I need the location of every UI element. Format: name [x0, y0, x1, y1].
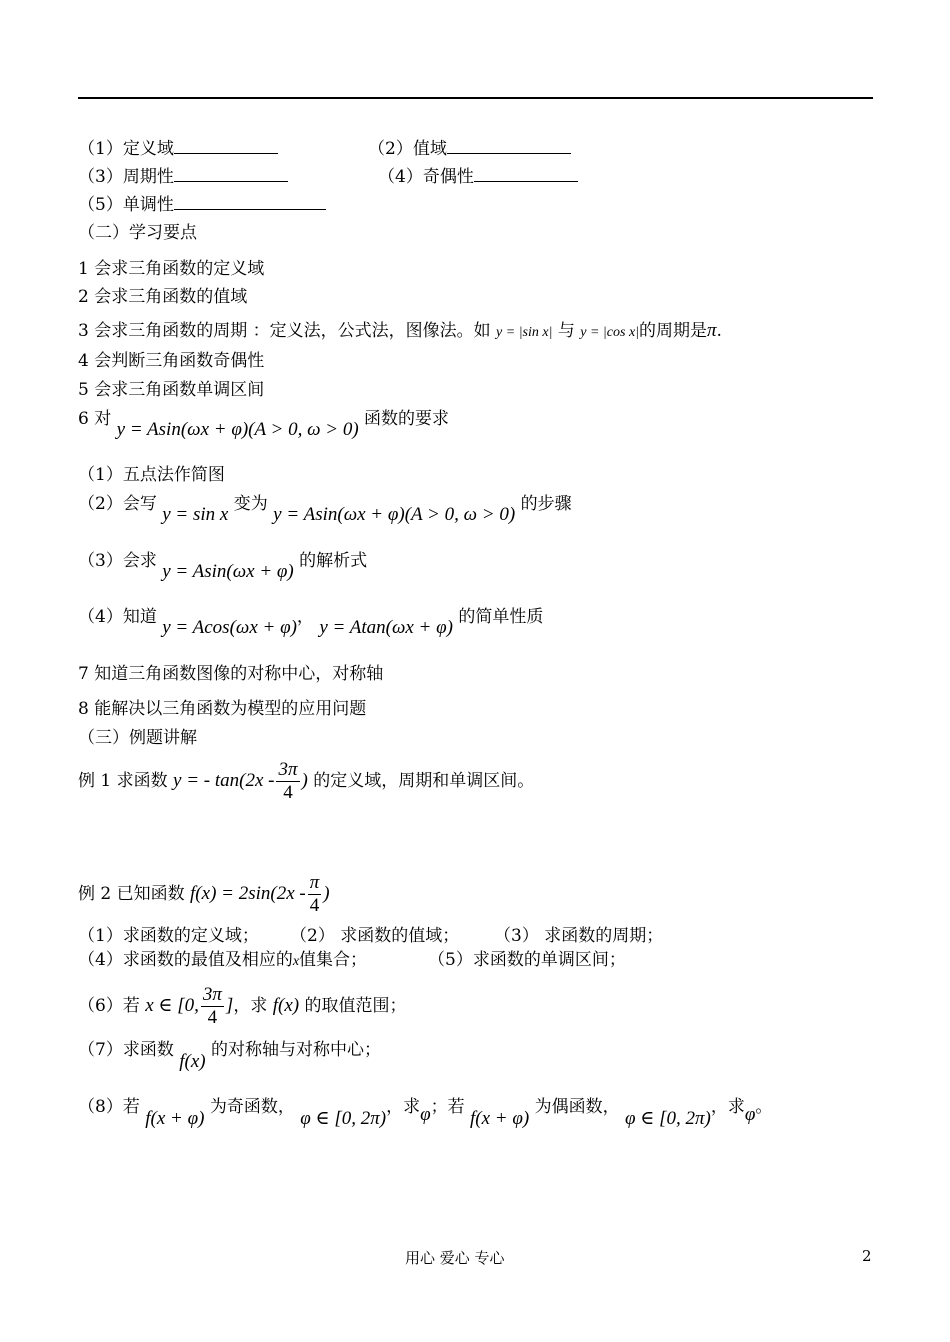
fraction-pi-over-4: $\frac{\pi}{4}$ — [309, 872, 320, 917]
point-8: 8 能解决以三角函数为模型的应用问题 — [78, 699, 367, 719]
header-rule — [78, 97, 873, 99]
item-parity-label: （4）奇偶性 — [378, 167, 474, 187]
formula-asin-target: y = Asin(ωx + φ)(A > 0, ω > 0) — [273, 504, 516, 525]
formula-asin: y = Asin(ωx + φ) — [162, 561, 294, 582]
item-monotonic-label: （5）单调性 — [78, 195, 174, 215]
point-7: 7 知道三角函数图像的对称中心，对称轴 — [78, 664, 384, 684]
point-4: 4 会判断三角函数奇偶性 — [78, 351, 265, 371]
item-period-label: （3）周期性 — [78, 167, 174, 187]
point-3: 3 会求三角函数的周期 ：定义法，公式法，图像法。如 y = |sin x| 与 y = |cos x|的周期是π. — [78, 320, 722, 341]
formula-ex2: f(x) = 2sin(2x - $\frac{\pi}{4}$ ) — [190, 872, 330, 917]
point-1: 1 会求三角函数的定义域 — [78, 259, 265, 279]
page-number: 2 — [862, 1247, 872, 1265]
section-title-key-points: （二）学习要点 — [78, 223, 197, 243]
fraction-q6: $\frac{3\pi}{4}$ — [202, 984, 222, 1029]
subpoint-2: （2）会写 y = sin x 变为 y = Asin(ωx + φ)(A > 0, ω > 0) 的步骤 — [78, 494, 572, 525]
example-1: 例 1 求函数 y = - tan(2x - $\frac{3\pi}{4}$ ) 的定义域，周期和单调区间。 — [78, 759, 535, 804]
question-8: （8）若 f(x + φ) 为奇函数， φ ∈ [0, 2π)，求φ；若 f(x + φ) 为偶函数， φ ∈ [0, 2π)，求φ。 — [78, 1097, 773, 1129]
subpoint-3: （3）会求 y = Asin(ωx + φ) 的解析式 — [78, 551, 368, 582]
question-5: （5）求函数的单调区间； — [428, 950, 626, 970]
item-range-label: （2）值域 — [368, 139, 447, 159]
item-period — [78, 167, 288, 187]
item-range — [368, 139, 571, 159]
blank-range — [447, 139, 571, 154]
example-2: 例 2 已知函数 f(x) = 2sin(2x - $\frac{\pi}{4}$ ) — [78, 872, 330, 917]
formula-atan: y = Atan(ωx + φ) — [319, 617, 453, 638]
formula-q6: x ∈ [0, $\frac{3\pi}{4}$ ] — [145, 984, 234, 1029]
point-6: 6 对 y = Asin(ωx + φ)(A > 0, ω > 0) 函数的要求 — [78, 409, 450, 440]
formula-sinx: y = sin x — [162, 504, 229, 525]
formula-abs-cos: y = |cos x| — [580, 325, 639, 340]
point-2: 2 会求三角函数的值域 — [78, 287, 248, 307]
question-2: （2） 求函数的值域； — [290, 926, 460, 946]
point-5: 5 会求三角函数单调区间 — [78, 380, 265, 400]
item-parity — [378, 167, 578, 187]
formula-abs-sin: y = |sin x| — [496, 325, 553, 340]
fraction-3pi-over-4: $\frac{3\pi}{4}$ — [278, 759, 298, 804]
question-4: （4）求函数的最值及相应的x值集合； — [78, 950, 368, 970]
footer-motto: 用心 爱心 专心 — [405, 1249, 505, 1267]
question-6: （6）若 x ∈ [0, $\frac{3\pi}{4}$ ]，求 f(x) 的取值范围； — [78, 984, 407, 1029]
formula-acos: y = Acos(ωx + φ) — [162, 617, 297, 638]
section-title-examples: （三）例题讲解 — [78, 728, 197, 748]
item-domain — [78, 139, 278, 159]
symbol-pi: π — [707, 320, 717, 341]
subpoint-1: （1）五点法作简图 — [78, 465, 225, 485]
question-7: （7）求函数 f(x) 的对称轴与对称中心； — [78, 1040, 382, 1072]
blank-period — [174, 167, 288, 182]
formula-fx: f(x) — [179, 1051, 206, 1072]
formula-asin-general: y = Asin(ωx + φ)(A > 0, ω > 0) — [116, 419, 359, 440]
formula-ex1: y = - tan(2x - $\frac{3\pi}{4}$ ) — [173, 759, 308, 804]
subpoint-4: （4）知道 y = Acos(ωx + φ)， y = Atan(ωx + φ) 的简单性质 — [78, 607, 544, 638]
blank-parity — [474, 167, 578, 182]
blank-domain — [174, 139, 278, 154]
item-monotonic — [78, 195, 326, 215]
question-3: （3） 求函数的周期； — [494, 926, 664, 946]
item-domain-label: （1）定义域 — [78, 139, 174, 159]
blank-monotonic — [174, 195, 326, 210]
question-1: （1）求函数的定义域； — [78, 926, 259, 946]
